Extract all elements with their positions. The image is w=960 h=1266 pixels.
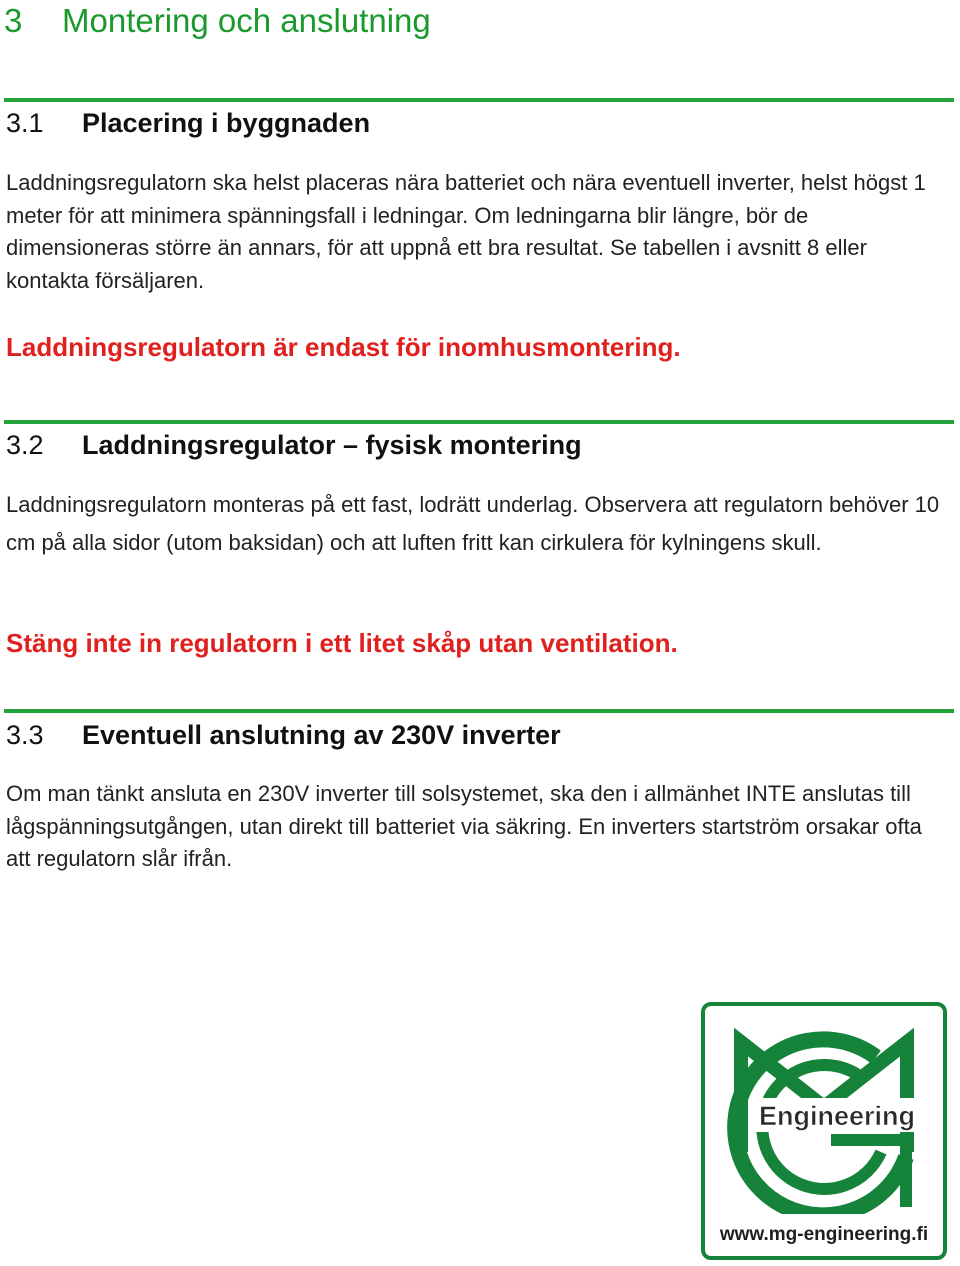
logo-url: www.mg-engineering.fi: [719, 1224, 929, 1245]
logo-wordmark: Engineering: [758, 1101, 916, 1131]
section-number: 3: [4, 2, 23, 39]
subsection-number: 3.3: [6, 720, 44, 750]
subsection-number: 3.1: [6, 108, 44, 138]
paragraph-inverter: Om man tänkt ansluta en 230V inverter till solsystemet, ska den i allmänhet INTE anslutas till lågspänningsutgången, utan direkt till batteriet via säkring. En inverters startström orsakar ofta att regulatorn slår ifrån.: [6, 781, 922, 871]
subsection-title: Laddningsregulator – fysisk montering: [82, 430, 582, 460]
subsection-heading-3-2: [6, 430, 582, 461]
mg-engineering-logo: [701, 1002, 947, 1260]
logo-graphic: [701, 1002, 947, 1260]
section-divider: [4, 420, 954, 424]
section-divider: [4, 709, 954, 713]
section-divider: [4, 98, 954, 102]
paragraph-mounting: Laddningsregulatorn monteras på ett fast, lodrätt underlag. Observera att regulatorn behöver 10 cm på alla sidor (utom baksidan) och att luften fritt kan cirkulera för kylningens skull.: [6, 492, 940, 555]
subsection-title: Placering i byggnaden: [82, 108, 371, 138]
section-title: Montering och anslutning: [62, 2, 431, 39]
warning-indoor: Laddningsregulatorn är endast för inomhusmontering.: [6, 332, 681, 362]
warning-ventilation: Stäng inte in regulatorn i ett litet skåp utan ventilation.: [6, 628, 678, 658]
paragraph-placement: Laddningsregulatorn ska helst placeras nära batteriet och nära eventuell inverter, helst högst 1 meter för att minimera spänningsfall i ledningar. Om ledningarna blir längre, bör de dimensioneras större än annars, för att uppnå ett bra resultat. Se tabellen i avsnitt 8 eller kontakta försäljaren.: [6, 170, 926, 293]
subsection-heading-3-1: [6, 108, 370, 139]
subsection-heading-3-3: [6, 720, 561, 751]
section-heading: [4, 2, 431, 40]
subsection-number: 3.2: [6, 430, 44, 460]
subsection-title: Eventuell anslutning av 230V inverter: [82, 720, 561, 750]
